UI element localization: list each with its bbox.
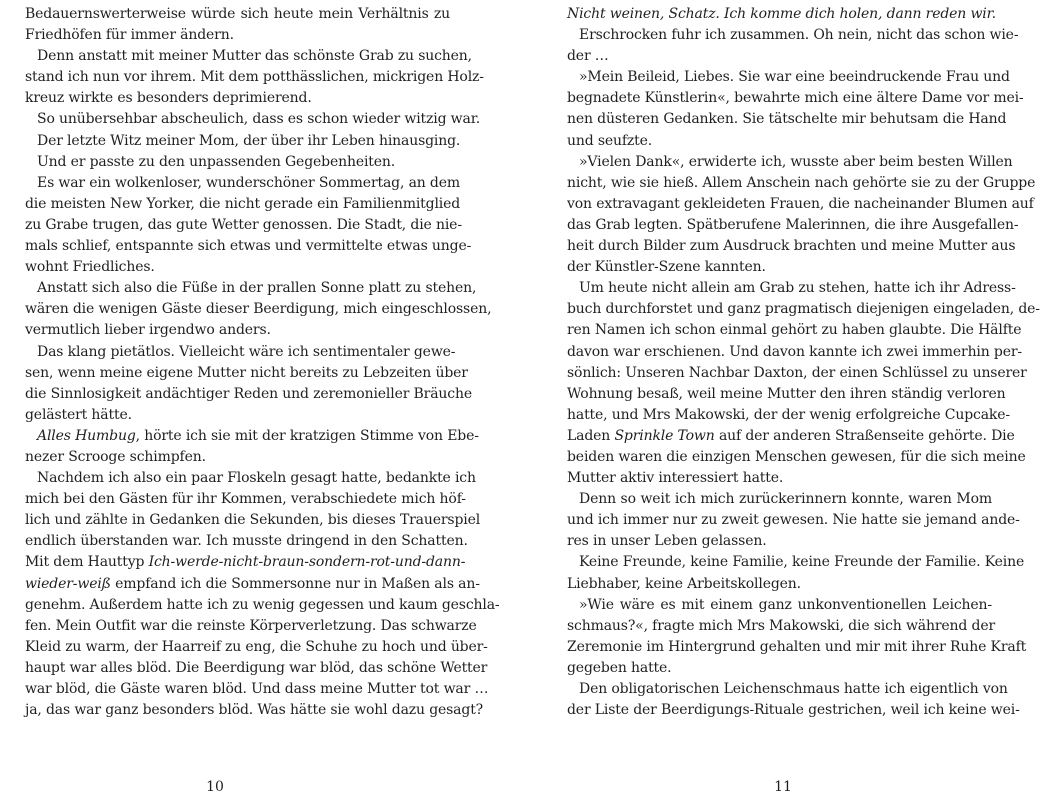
text-line: der Künstler-Szene kannten. <box>567 259 766 276</box>
text-span: Laden <box>567 427 615 444</box>
text-line: beiden waren die einzigen Menschen gewesen, für die sich meine <box>567 448 1026 465</box>
text-line: hatte, und Mrs Makowski, der der wenig erfolgreiche Cupcake- <box>567 406 1010 423</box>
text-line: die Sinnlosigkeit andächtiger Reden und zeremonieller Bräuche <box>25 385 472 402</box>
italic-span: Sprinkle Town <box>614 427 715 444</box>
text-line: das Grab legten. Spätberufene Malerinnen, die ihre Ausgefallen- <box>567 216 1019 233</box>
left-page <box>0 0 500 800</box>
text-line: ren Namen ich schon einmal gehört zu haben glaubte. Die Hälfte <box>567 322 1022 339</box>
text-line: res in unser Leben gelassen. <box>567 533 767 550</box>
text-line: Nachdem ich also ein paar Floskeln gesagt hatte, bedankte ich <box>37 470 476 487</box>
text-line: »Mein Beileid, Liebes. Sie war eine beeindruckende Frau und <box>579 69 1010 86</box>
text-line: Und er passte zu den unpassenden Gegebenheiten. <box>37 153 396 170</box>
text-line: stand ich nun vor ihrem. Mit dem potthässlichen, mickrigen Holz- <box>25 69 484 86</box>
text-line: Das klang pietätlos. Vielleicht wäre ich sentimentaler gewe- <box>37 343 456 360</box>
text-line: Erschrocken fuhr ich zusammen. Oh nein, nicht das schon wie- <box>579 27 1019 44</box>
text-span: , hörte ich sie mit der kratzigen Stimme von Ebe- <box>135 427 479 444</box>
text-line: der Liste der Beerdigungs-Rituale gestrichen, weil ich keine wei- <box>567 702 1020 719</box>
text-line: begnadete Künstlerin«, bewahrte mich eine ältere Dame vor mei- <box>567 90 1024 107</box>
page-number-left: 10 <box>206 779 224 795</box>
text-line <box>567 4 996 25</box>
text-line: nicht, wie sie hieß. Allem Anschein nach gehörte sie zu der Gruppe <box>567 174 1036 191</box>
text-line: endlich überstanden war. Ich musste dringend in den Schatten. <box>25 533 468 550</box>
right-page <box>500 0 1040 800</box>
text-line: davon war erschienen. Und davon kannte ich zwei immerhin per- <box>567 343 1022 360</box>
text-line: war blöd, die Gäste waren blöd. Und dass meine Mutter tot war … <box>25 681 489 697</box>
text-line: schmaus?«, fragte mich Mrs Makowski, die sich während der <box>567 617 996 634</box>
text-line: Um heute nicht allein am Grab zu stehen, hatte ich ihr Adress- <box>579 280 1016 297</box>
text-span: auf der anderen Straßenseite gehörte. Die <box>714 427 1015 444</box>
text-span: empfand ich die Sommersonne nur in Maßen als an- <box>110 575 480 592</box>
text-line: Denn anstatt mit meiner Mutter das schönste Grab zu suchen, <box>37 48 472 65</box>
text-line: nezer Scrooge schimpfen. <box>25 448 206 465</box>
italic-span: Alles Humbug <box>37 427 136 444</box>
text-line: lich und zählte in Gedanken die Sekunden, bis dieses Trauerspiel <box>25 512 481 529</box>
text-line: Bedauernswerterweise würde sich heute mein Verhältnis zu <box>25 6 450 22</box>
text-line: gelästert hätte. <box>25 406 132 423</box>
left-page-text <box>25 4 500 721</box>
text-line: »Vielen Dank«, erwiderte ich, wusste aber beim besten Willen <box>579 153 1013 170</box>
text-line <box>25 426 479 447</box>
text-line: die meisten New Yorker, die nicht gerade ein Familienmitglied <box>25 195 461 212</box>
text-line: Zeremonie im Hintergrund gehalten und mir mit ihrer Ruhe Kraft <box>567 638 1027 655</box>
text-line: wären die wenigen Gäste dieser Beerdigung, mich eingeschlossen, <box>25 301 492 318</box>
text-line <box>25 574 480 595</box>
italic-span: Nicht weinen, Schatz. Ich komme dich holen, dann reden wir. <box>567 6 996 22</box>
text-line: »Wie wäre es mit einem ganz unkonventionellen Leichen- <box>579 596 992 613</box>
text-line: haupt war alles blöd. Die Beerdigung war blöd, das schöne Wetter <box>25 659 488 676</box>
text-line: mals schlief, entspannte sich etwas und vermittelte etwas unge- <box>25 238 472 255</box>
text-line: Liebhaber, keine Arbeitskollegen. <box>567 575 801 592</box>
text-line: Keine Freunde, keine Familie, keine Freunde der Familie. Keine <box>579 554 1025 571</box>
text-line: wohnt Friedliches. <box>25 259 155 276</box>
text-line: Wohnung besaß, weil meine Mutter den ihren ständig verloren <box>567 385 1006 402</box>
text-line: nen düsteren Gedanken. Sie tätschelte mir behutsam die Hand <box>567 111 1007 128</box>
text-line: Denn so weit ich mich zurückerinnern konnte, waren Mom <box>579 491 992 508</box>
text-line: von extravagant gekleideten Frauen, die nacheinander Blumen auf <box>567 195 1034 212</box>
text-line: mich bei den Gästen für ihr Kommen, verabschiedete mich höf- <box>25 491 466 508</box>
text-line: Den obligatorischen Leichenschmaus hatte ich eigentlich von <box>579 681 1008 697</box>
italic-span: wieder-weiß <box>25 575 111 592</box>
text-line: Kleid zu warm, der Haarreif zu eng, die Schuhe zu hoch und über- <box>25 638 488 655</box>
text-line: und ich immer nur zu zweit gewesen. Nie hatte sie jemand ande- <box>567 512 1020 529</box>
text-line: buch durchforstet und ganz pragmatisch diejenigen eingeladen, de- <box>567 301 1040 318</box>
text-line: sönlich: Unseren Nachbar Daxton, der einen Schlüssel zu unserer <box>567 364 1027 381</box>
text-line: gegeben hatte. <box>567 659 672 676</box>
text-line: zu Grabe trugen, das gute Wetter genossen. Die Stadt, die nie- <box>25 216 462 233</box>
text-line: Es war ein wolkenloser, wunderschöner Sommertag, an dem <box>37 174 461 191</box>
text-line: Der letzte Witz meiner Mom, der über ihr Leben hinausging. <box>37 132 461 149</box>
text-line: Friedhöfen für immer ändern. <box>25 27 234 44</box>
text-line: vermutlich lieber irgendwo anders. <box>25 322 271 339</box>
text-line: der … <box>567 48 609 65</box>
text-line: Anstatt sich also die Füße in der prallen Sonne platt zu stehen, <box>37 280 477 297</box>
text-line: So unübersehbar abscheulich, dass es schon wieder witzig war. <box>37 111 481 128</box>
text-line: fen. Mein Outfit war die reinste Körperverletzung. Das schwarze <box>25 617 477 634</box>
text-line: kreuz wirkte es besonders deprimierend. <box>25 90 312 107</box>
right-page-text <box>567 4 1040 721</box>
page-number-right: 11 <box>774 779 792 795</box>
text-line <box>25 552 466 573</box>
text-line: sen, wenn meine eigene Mutter nicht bereits zu Lebzeiten über <box>25 364 468 381</box>
text-line: genehm. Außerdem hatte ich zu wenig gegessen und kaum geschla- <box>25 596 500 613</box>
text-line: ja, das war ganz besonders blöd. Was hätte sie wohl dazu gesagt? <box>25 702 484 719</box>
text-span: Mit dem Hauttyp <box>25 554 149 571</box>
text-line <box>567 426 1015 447</box>
text-line: und seufzte. <box>567 132 653 149</box>
italic-span: Ich-werde-nicht-braun-sondern-rot-und-dann- <box>148 554 466 571</box>
text-line: heit durch Bilder zum Ausdruck brachten und meine Mutter aus <box>567 238 1016 255</box>
text-line: Mutter aktiv interessiert hatte. <box>567 470 784 487</box>
